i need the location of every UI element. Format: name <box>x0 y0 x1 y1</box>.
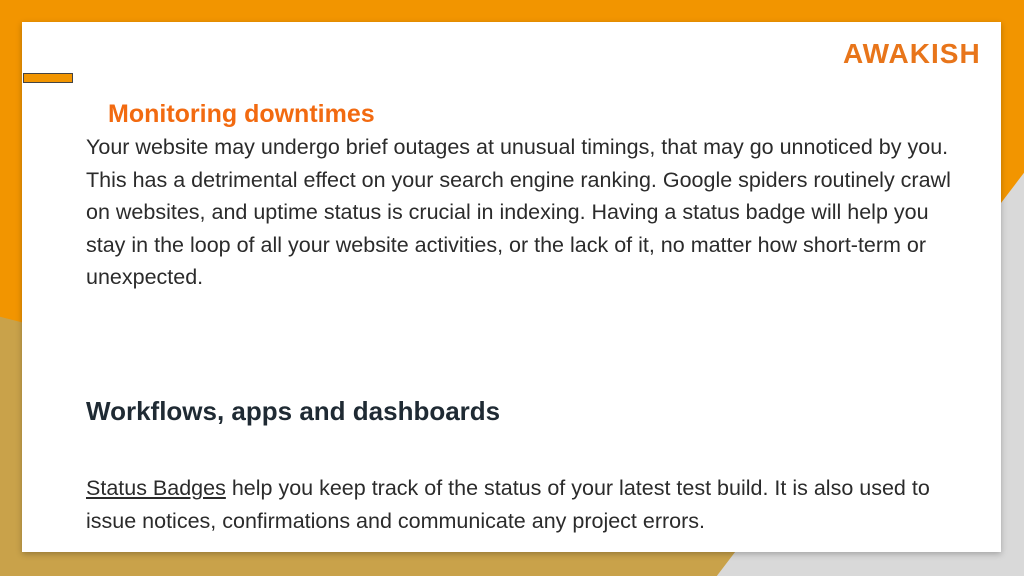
accent-bar <box>23 73 73 83</box>
section-title-workflows: Workflows, apps and dashboards <box>86 396 501 426</box>
section-body-monitoring: Your website may undergo brief outages at unusual timings, that may go unnoticed by you. This has a detrimental effect on your search engine ranking. Google spiders routinely crawl on websites, and uptime status is crucial in indexing. Having a status badge will help you stay in the loop of all your website activities, or the lack of it, no matter how short-term or unexpected. <box>86 135 951 290</box>
section-title-monitoring: Monitoring downtimes <box>108 100 375 128</box>
section-body-workflows <box>86 472 966 537</box>
section-body-workflows-text: help you keep track of the status of your latest test build. It is also used to issue notices, confirmations and communicate any project errors. <box>86 476 930 533</box>
status-badges-link[interactable]: Status Badges <box>86 476 226 500</box>
awakish-logo: AWAKISH <box>843 38 981 69</box>
